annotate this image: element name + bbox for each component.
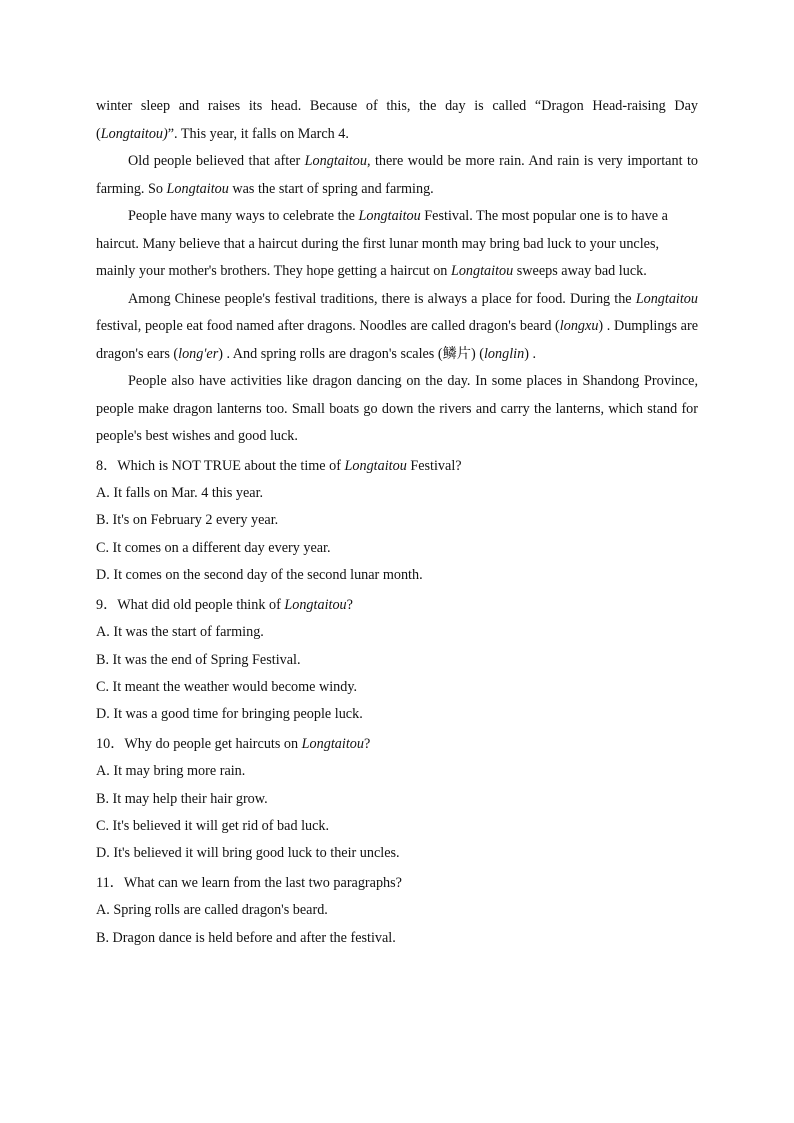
text-run: , there would be more rain. And rain is very important to farming. So [96,153,698,197]
text-run: ) . And spring rolls are dragon's scales (鳞片) ( [218,345,484,362]
italic-term: Longtaitou [304,153,367,169]
text-run: 11．What can we learn from the last two paragraphs? [96,874,402,891]
text-run: ? [346,596,353,613]
question-9-option-a[interactable]: A. It was the start of farming. [96,624,264,641]
question-10-option-b[interactable]: B. It may help their hair grow. [96,790,268,807]
italic-term: Longtaitou [344,457,407,474]
italic-term: Longtaitou [301,735,364,752]
question-9-option-d[interactable]: D. It was a good time for bringing people luck. [96,706,363,723]
text-run: sweeps away bad luck. [513,263,647,279]
italic-term: longxu [559,318,599,334]
text-run: ”. This year, it falls on March 4. [167,125,349,142]
italic-term: long'er [178,345,219,362]
text-run: festival, people eat food named after dragons. Noodles are called dragon's beard ( [96,318,560,334]
question-10-option-a[interactable]: A. It may bring more rain. [96,763,246,780]
text-run: 9．What did old people think of [96,596,285,613]
italic-term: Longtaitou [635,290,698,307]
question-8-option-b[interactable]: B. It's on February 2 every year. [96,512,279,529]
italic-term: longlin [483,345,525,362]
text-run: Festival. The most popular one is to have a haircut. Many believe that a haircut during the first lunar month may bring bad luck to your uncles, mainly your mother's brothers. They hope getting a haircut on [96,208,668,279]
paragraph-continuation [96,93,698,148]
question-10-stem [96,730,698,759]
italic-term: Longtaitou [450,263,514,279]
text-run: was the start of spring and farming. [228,180,434,197]
text-run: 10．Why do people get haircuts on [96,735,302,752]
question-10-option-c[interactable]: C. It's believed it will get rid of bad luck. [96,818,330,835]
question-11-stem [96,869,698,898]
question-11-option-b[interactable]: B. Dragon dance is held before and after the festival. [96,929,396,946]
document-page [96,93,698,952]
question-9-stem [96,591,698,620]
question-8-option-c[interactable]: C. It comes on a different day every year. [96,539,331,556]
italic-term: Longtaitou [358,208,421,224]
text-run: People have many ways to celebrate the [128,208,359,224]
text-run: Among Chinese people's festival traditions, there is always a place for food. During the [128,290,636,307]
text-run: Old people believed that after [128,153,305,169]
question-11-option-a[interactable]: A. Spring rolls are called dragon's beard. [96,902,328,919]
italic-term: Longtaitou [166,180,229,197]
question-9-option-c[interactable]: C. It meant the weather would become windy. [96,678,358,695]
italic-term: Longtaitou [284,596,347,613]
text-run: ) . [524,345,537,362]
paragraph-rain [96,148,698,203]
question-8-stem [96,452,698,481]
text-run: ) . Dumplings are dragon's ears ( [96,318,698,362]
italic-term: Longtaitou) [100,125,168,142]
text-run: Festival? [406,457,462,474]
text-run: 8．Which is NOT TRUE about the time of [96,457,345,474]
question-8-option-d[interactable]: D. It comes on the second day of the second lunar month. [96,567,423,584]
paragraph-food [96,286,698,369]
paragraph-haircut [96,203,698,286]
question-10-option-d[interactable]: D. It's believed it will bring good luck to their uncles. [96,845,400,862]
paragraph-activities: People also have activities like dragon dancing on the day. In some places in Shandong Province, people make dragon lanterns too. Small boats go down the rivers and carry the lanterns, which stand for people's best wishes and good luck. [96,373,698,444]
question-9-option-b[interactable]: B. It was the end of Spring Festival. [96,651,301,668]
question-8-option-a[interactable]: A. It falls on Mar. 4 this year. [96,485,264,501]
text-run: ? [363,735,371,752]
text-run: winter sleep and raises its head. Because of this, the day is called “Dragon Head-raising Day ( [96,98,698,142]
